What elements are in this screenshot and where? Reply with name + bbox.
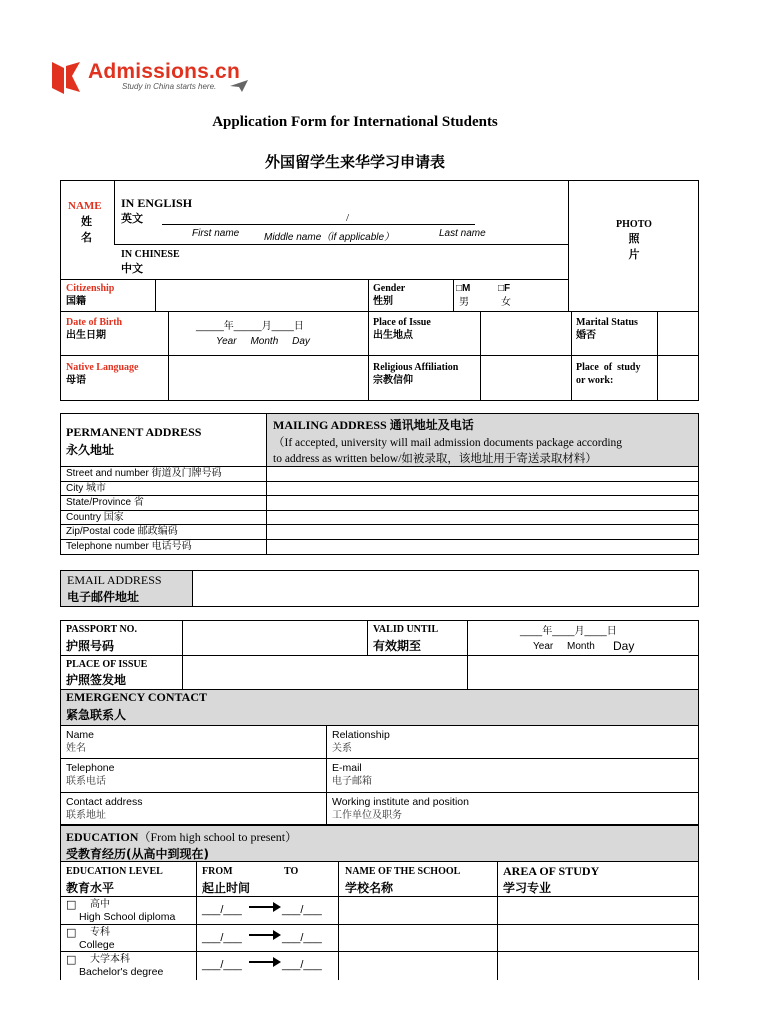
gender-male-zh: 男 (459, 297, 469, 308)
place-of-study-field[interactable] (659, 357, 697, 399)
edu-area-field[interactable] (499, 953, 697, 977)
gender-male-checkbox[interactable]: □M (456, 283, 471, 294)
page-title-en: Application Form for International Students (212, 114, 498, 130)
mailing-note-2: to address as written below/如被录取，该地址用于寄送录取材料） (273, 453, 597, 465)
native-lang-label-en: Native Language (66, 362, 139, 373)
contact-label-zh: 联系地址 (66, 809, 106, 821)
place-issue-label-en: Place of Issue (373, 317, 431, 328)
arrow-right-icon (249, 961, 275, 963)
photo-zh2: 片 (628, 248, 640, 261)
edu-level-checkbox[interactable]: □ (66, 953, 77, 966)
contact-label-zh: 工作单位及职务 (332, 809, 402, 821)
mailing-address-field[interactable] (268, 525, 697, 538)
education-note-en: （From high school to present） (138, 830, 298, 844)
first-name-hint: First name (192, 228, 240, 239)
edu-from-header: FROM (202, 866, 233, 877)
arrow-right-icon (249, 934, 275, 936)
logo (52, 60, 262, 96)
edu-area-field[interactable] (499, 926, 697, 950)
edu-to-field[interactable]: ___/___ (282, 931, 322, 944)
mailing-address-field[interactable] (268, 482, 697, 495)
religion-field[interactable] (482, 357, 569, 399)
edu-school-field[interactable] (340, 953, 495, 977)
logo-mark-icon (52, 62, 82, 94)
valid-until-label-zh: 有效期至 (373, 639, 422, 653)
edu-level-header-zh: 教育水平 (66, 881, 115, 895)
valid-until-label-en: VALID UNTIL (373, 624, 439, 635)
email-label-en: EMAIL ADDRESS (67, 573, 162, 587)
marital-label-zh: 婚否 (576, 330, 596, 341)
paper-plane-icon (230, 80, 248, 92)
religion-label-en: Religious Affiliation (373, 362, 459, 373)
dob-label-zh: 出生日期 (66, 330, 106, 341)
dob-date-field[interactable]: _____年_____月____日 (196, 321, 304, 332)
last-name-hint: Last name (439, 228, 486, 239)
name-label-zh2: 名 (81, 231, 92, 244)
religion-label-zh: 宗教信仰 (373, 375, 413, 386)
gender-label-zh: 性别 (373, 296, 393, 307)
dob-date-hint: Year Month Day (216, 336, 310, 347)
address-row-label: City 城市 (66, 482, 106, 494)
gender-female-zh: 女 (501, 297, 511, 308)
chinese-name-field[interactable] (190, 246, 560, 276)
address-row-label: Street and number 街道及门牌号码 (66, 468, 222, 479)
gender-label-en: Gender (373, 283, 406, 294)
contact-label-en: Relationship (332, 729, 390, 741)
edu-level-checkbox[interactable]: □ (66, 925, 77, 939)
dob-label-en: Date of Birth (66, 317, 123, 328)
in-english-label: IN ENGLISH (121, 196, 193, 210)
edu-level-en: Bachelor's degree (79, 966, 164, 978)
contact-label-en: Working institute and position (332, 795, 469, 808)
place-study-label2: or work: (576, 375, 614, 386)
photo-zh1: 照 (628, 232, 640, 245)
passport-number-field[interactable] (184, 622, 365, 653)
valid-month-hint: Month (567, 641, 595, 652)
mailing-address-field[interactable] (268, 496, 697, 509)
mailing-address-field[interactable] (268, 540, 697, 553)
education-label-en (66, 828, 297, 845)
citizenship-field[interactable] (157, 281, 366, 309)
address-row-label: Telephone number 电话号码 (66, 541, 192, 552)
edu-level-zh: 专科 (90, 926, 110, 938)
passport-label-en: PASSPORT NO. (66, 624, 137, 635)
native-lang-label-zh: 母语 (66, 375, 86, 386)
contact-label-en: Telephone (66, 762, 115, 775)
photo-label: PHOTO (616, 219, 652, 230)
edu-level-en: High School diploma (79, 911, 176, 923)
valid-day-hint: Day (613, 639, 635, 653)
edu-from-field[interactable]: ___/___ (202, 931, 242, 944)
emergency-contact-label: EMERGENCY CONTACT (66, 690, 208, 704)
edu-school-field[interactable] (340, 898, 495, 922)
native-language-field[interactable] (170, 357, 366, 399)
edu-level-zh: 大学本科 (90, 954, 130, 965)
edu-level-zh: 高中 (90, 899, 110, 910)
edu-level-en: College (79, 938, 115, 951)
address-row-label: Country 国家 (66, 511, 124, 523)
contact-label-zh: 姓名 (66, 743, 86, 754)
edu-to-header: TO (284, 866, 299, 877)
edu-to-field[interactable]: ___/___ (282, 904, 322, 916)
edu-level-header-en: EDUCATION LEVEL (66, 866, 163, 877)
edu-school-field[interactable] (340, 926, 495, 950)
edu-from-header-zh: 起止时间 (202, 881, 251, 895)
citizenship-label-en: Citizenship (66, 283, 115, 294)
valid-until-date-field[interactable]: ____年____月____日 (520, 626, 617, 637)
page-title-zh: 外国留学生来华学习申请表 (264, 153, 445, 171)
marital-status-field[interactable] (659, 313, 697, 353)
education-label-zh (66, 845, 209, 862)
place-issue-label-zh: 出生地点 (373, 330, 413, 341)
emergency-contact-zh: 紧急联系人 (66, 708, 127, 722)
name-label-en: NAME (68, 200, 102, 212)
yingwen-label: 英文 (121, 212, 143, 225)
gender-female-checkbox[interactable]: □F (498, 283, 511, 294)
place-of-issue-passport-zh: 护照签发地 (66, 673, 127, 687)
mailing-address-field[interactable] (268, 511, 697, 524)
edu-from-field[interactable]: ___/___ (202, 959, 242, 971)
place-study-label: Place of study (576, 362, 641, 373)
contact-label-en: E-mail (332, 762, 362, 775)
contact-label-zh: 联系电话 (66, 776, 106, 788)
arrow-right-icon (249, 906, 275, 908)
education-title-zh: 受教育经历 (66, 847, 127, 861)
valid-year-hint: Year (533, 641, 554, 652)
permanent-address-label: PERMANENT ADDRESS (66, 425, 202, 439)
edu-school-header-zh: 学校名称 (345, 881, 394, 895)
edu-from-field[interactable]: ___/___ (202, 904, 242, 916)
contact-label-zh: 电子邮箱 (332, 776, 372, 788)
passport-place-issue-field[interactable] (184, 657, 465, 687)
passport-label-zh: 护照号码 (66, 639, 115, 653)
logo-tagline: Study in China starts here. (122, 82, 217, 91)
address-row-label: State/Province 省 (66, 497, 144, 509)
middle-name-hint: Middle name（if applicable） (264, 232, 395, 243)
edu-to-field[interactable]: ___/___ (282, 959, 322, 971)
address-row-label: Zip/Postal code 邮政编码 (66, 526, 178, 538)
edu-area-header-zh: 学习专业 (503, 881, 552, 895)
zhongwen-label: 中文 (121, 262, 143, 275)
place-of-issue-field[interactable] (482, 313, 569, 353)
edu-area-field[interactable] (499, 898, 697, 922)
education-note-zh: (从高中到现在) (126, 847, 209, 861)
name-slash: / (346, 212, 350, 224)
english-name-field[interactable] (162, 212, 475, 225)
permanent-address-zh: 永久地址 (66, 443, 115, 457)
edu-school-header-en: NAME OF THE SCHOOL (345, 866, 461, 877)
mailing-note-1: （If accepted, university will mail admission documents package according (273, 437, 623, 449)
edu-area-header-en: AREA OF STUDY (503, 864, 600, 878)
contact-label-en: Name (66, 729, 95, 741)
mailing-address-label: MAILING ADDRESS 通讯地址及电话 (273, 418, 474, 432)
name-label-zh1: 姓 (81, 215, 92, 228)
contact-label-zh: 关系 (332, 743, 352, 754)
in-chinese-label: IN CHINESE (121, 249, 180, 260)
mailing-address-field[interactable] (268, 467, 697, 480)
citizenship-label-zh: 国籍 (66, 296, 86, 307)
edu-level-checkbox[interactable]: □ (66, 898, 77, 911)
education-title: EDUCATION (66, 830, 139, 844)
place-of-issue-passport-en: PLACE OF ISSUE (66, 659, 148, 670)
contact-label-en: Contact address (66, 795, 143, 808)
email-field[interactable] (194, 572, 697, 605)
email-label-zh: 电子邮件地址 (67, 590, 140, 604)
marital-label-en: Marital Status (576, 317, 638, 328)
logo-brand: Admissions.cn (88, 60, 240, 83)
